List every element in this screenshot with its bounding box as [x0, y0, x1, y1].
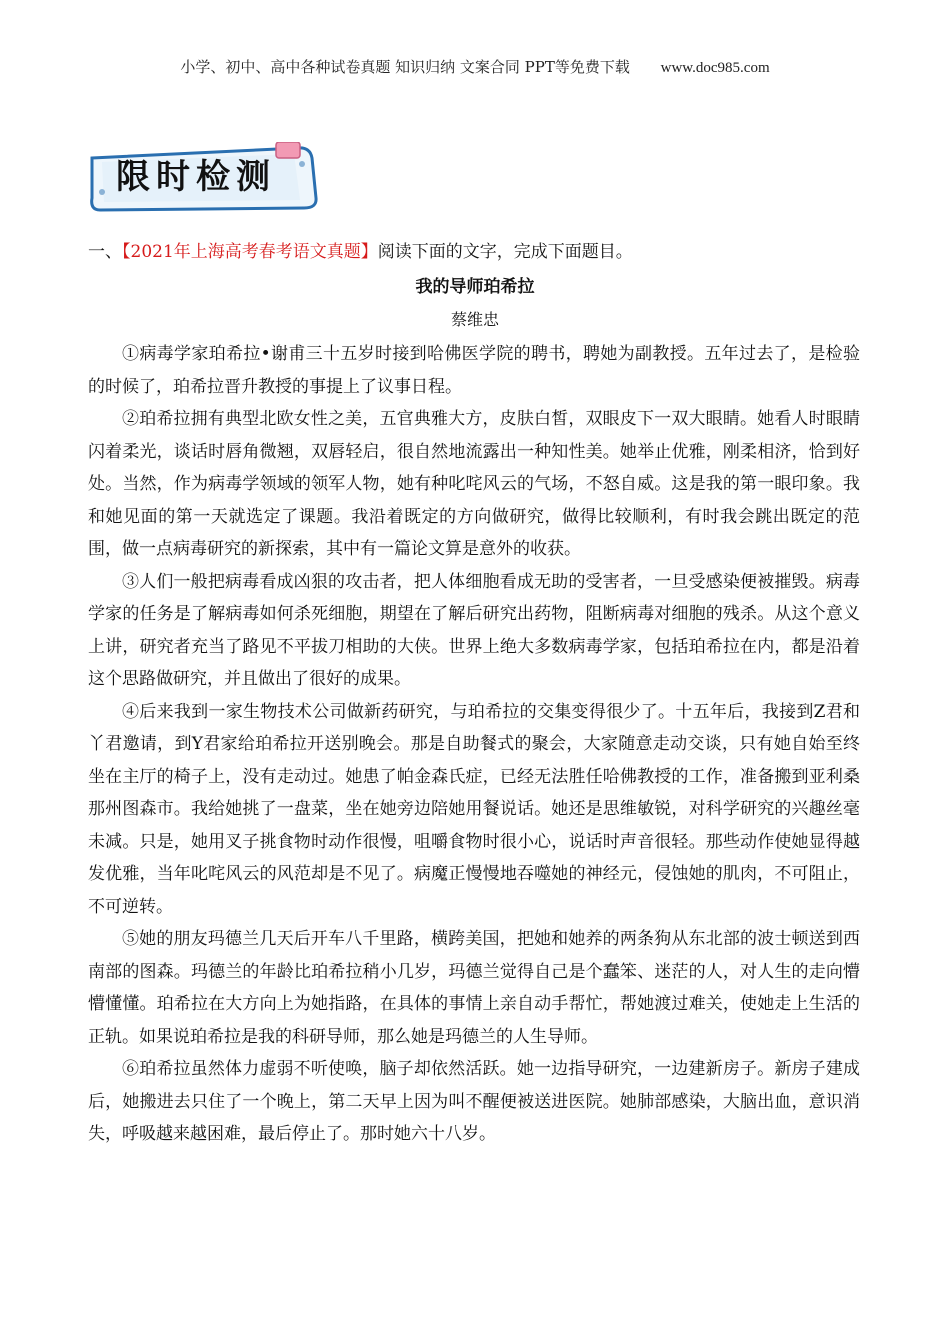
- paragraph: ②珀希拉拥有典型北欧女性之美，五官典雅大方，皮肤白皙，双眼皮下一双大眼睛。她看人时眼睛闪着柔光，谈话时唇角微翘，双唇轻启，很自然地流露出一种知性美。她举止优雅，刚柔相济，恰到好处。当然，作为病毒学领域的领军人物，她有种叱咤风云的气场，不怒自威。这是我的第一眼印象。我和她见面的第一天就选定了课题。我沿着既定的方向做研究，做得比较顺利，有时我会跳出既定的范围，做一点病毒研究的新探索，其中有一篇论文算是意外的收获。: [88, 409, 860, 559]
- question-source: 【2021年上海高考春考语文真题】: [122, 242, 378, 262]
- header-text: 小学、初中、高中各种试卷真题 知识归纳 文案合同 PPT等免费下载: [180, 58, 630, 76]
- question-number: 一、: [88, 242, 122, 262]
- paragraph: ⑥珀希拉虽然体力虚弱不听使唤，脑子却依然活跃。她一边指导研究，一边建新房子。新房子建成后，她搬进去只住了一个晚上，第二天早上因为叫不醒便被送进医院。她肺部感染，大脑出血，意识消失，呼吸越来越困难，最后停止了。那时她六十八岁。: [88, 1059, 860, 1144]
- article-author: 蔡维忠: [450, 310, 499, 329]
- paragraph: ④后来我到一家生物技术公司做新药研究，与珀希拉的交集变得很少了。十五年后，我接到Z君和丫君邀请，到Y君家给珀希拉开送别晚会。那是自助餐式的聚会，大家随意走动交谈，只有她自始至终坐在主厅的椅子上，没有走动过。她患了帕金森氏症，已经无法胜任哈佛教授的工作，准备搬到亚利桑那州图森市。我给她挑了一盘菜，坐在她旁边陪她用餐说话。她还是思维敏锐，对科学研究的兴趣丝毫未减。只是，她用叉子挑食物时动作很慢，咀嚼食物时很小心，说话时声音很轻。那些动作使她显得越发优雅，当年叱咤风云的风范却是不见了。病魔正慢慢地吞噬她的神经元，侵蚀她的肌肉，不可阻止，不可逆转。: [88, 701, 860, 917]
- question-prompt: [88, 240, 878, 264]
- article-body: [88, 338, 860, 1151]
- banner-title: 限时检测: [116, 157, 276, 197]
- paragraph: ⑤她的朋友玛德兰几天后开车八千里路，横跨美国，把她和她养的两条狗从东北部的波士顿送到西南部的图森。玛德兰的年龄比珀希拉稍小几岁，玛德兰觉得自己是个蠢笨、迷茫的人，对人生的走向懵懵懂懂。珀希拉在大方向上为她指路，在具体的事情上亲自动手帮忙，帮她渡过难关，使她走上生活的正轨。如果说珀希拉是我的科研导师，那么她是玛德兰的人生导师。: [88, 929, 860, 1047]
- paragraph: ①病毒学家珀希拉•谢甫三十五岁时接到哈佛医学院的聘书，聘她为副教授。五年过去了，是检验的时候了，珀希拉晋升教授的事提上了议事日程。: [88, 344, 860, 397]
- question-instruction: 阅读下面的文字，完成下面题目。: [377, 242, 633, 262]
- article-title: 我的导师珀希拉: [415, 277, 535, 297]
- header-url-link[interactable]: www.doc985.com: [660, 60, 770, 76]
- section-banner: [88, 142, 320, 212]
- page-header: [0, 56, 950, 77]
- paragraph: ③人们一般把病毒看成凶狠的攻击者，把人体细胞看成无助的受害者，一旦受感染便被摧毁。病毒学家的任务是了解病毒如何杀死细胞，期望在了解后研究出药物，阻断病毒对细胞的残杀。从这个意义上讲，研究者充当了路见不平拔刀相助的大侠。世界上绝大多数病毒学家，包括珀希拉在内，都是沿着这个思路做研究，并且做出了很好的成果。: [88, 571, 860, 689]
